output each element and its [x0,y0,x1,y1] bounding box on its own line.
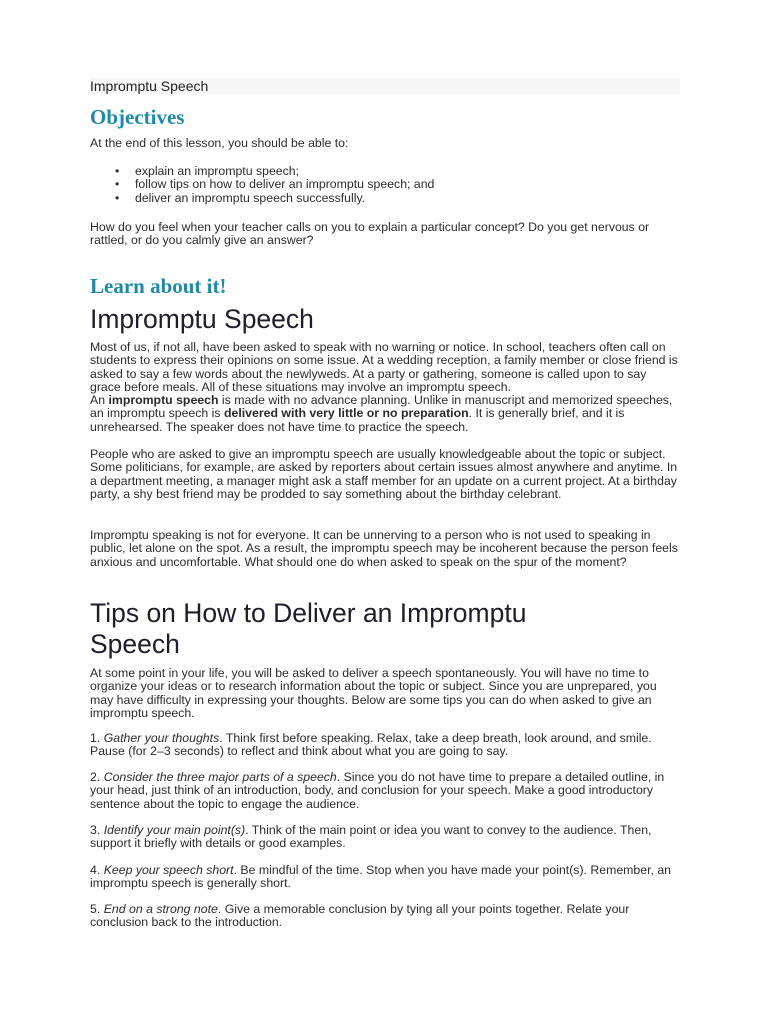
tip-item: 1. Gather your thoughts. Think first before speaking. Relax, take a deep breath, look around, and smile. Pause (for 2–3 seconds) to reflect and think about what you are going to say. [90,731,652,759]
bullet-icon: • [115,190,120,205]
tips-intro: At some point in your life, you will be asked to deliver a speech spontaneously. You will have no time to organize your ideas or to research information about the topic or subject. Since you are unprepared, you may have difficulty in expressing your thoughts. Below are some tips you can do when asked to give an impromptu speech. [90,666,657,721]
objectives-list [90,165,680,205]
bullet-icon: • [115,177,120,192]
tip-item: 2. Consider the three major parts of a speech. Since you do not have time to prepare a detailed outline, in your head, just think of an introduction, body, and conclusion for your speech. Make a good introductory sentence about the topic to engage the audience. [90,770,665,811]
learn-paragraph-1: Most of us, if not all, have been asked to speak with no warning or notice. In school, teachers often call on students to express their opinions on some issue. At a wedding reception, a family member or close friend is asked to say a few words about the newlyweds. At a party or gathering, someone is called upon to say grace before meals. All of these situations may involve an impromptu speech. [90,340,678,395]
list-item: • follow tips on how to deliver an impromptu speech; and [115,177,435,192]
bullet-icon: • [115,164,120,178]
document-title: Impromptu Speech [90,78,209,94]
objectives-intro: At the end of this lesson, you should be able to: [90,136,349,150]
list-item: • explain an impromptu speech; [115,164,300,178]
learn-paragraph-3: People who are asked to give an impromptu speech are usually knowledgeable about the topic or subject. Some politicians, for example, are asked by reporters about certain issues almost anywhere and anytime. In a department meeting, a manager might ask a staff member for an update on a current project. At a birthday party, a shy best friend may be prodded to say something about the birthday celebrant. [90,447,678,502]
tip-item: 3. Identify your main point(s). Think of the main point or idea you want to convey to the audience. Then, support it briefly with details or good examples. [90,823,652,851]
list-item: • deliver an impromptu speech successfully. [115,190,366,205]
objectives-question: How do you feel when your teacher calls on you to explain a particular concept? Do you get nervous or rattled, or do you calmly give an answer? [90,220,650,248]
learn-paragraph-4: Impromptu speaking is not for everyone. It can be unnerving to a person who is not used to speaking in public, let alone on the spot. As a result, the impromptu speech may be incoherent because the person feels anxious and uncomfortable. What should one do when asked to speak on the spur of the moment? [90,528,678,569]
objectives-heading: Objectives [90,105,185,129]
tips-title-line-2: Speech [90,629,180,659]
learn-heading: Learn about it! [90,274,227,298]
tip-item: 5. End on a strong note. Give a memorable conclusion by tying all your points together. Relate your conclusion back to the introduction. [90,902,630,930]
tip-item: 4. Keep your speech short. Be mindful of the time. Stop when you have made your point(s). Remember, an impromptu speech is generally short. [90,863,672,891]
tips-title-line-1: Tips on How to Deliver an Impromptu [90,598,527,628]
impromptu-speech-title: Impromptu Speech [90,304,314,334]
learn-paragraph-2: An impromptu speech is made with no advance planning. Unlike in manuscript and memorized speeches, an impromptu speech is delivered with very little or no preparation. It is generally brief, and it is unrehearsed. The speaker does not have time to practice the speech. [90,393,673,434]
